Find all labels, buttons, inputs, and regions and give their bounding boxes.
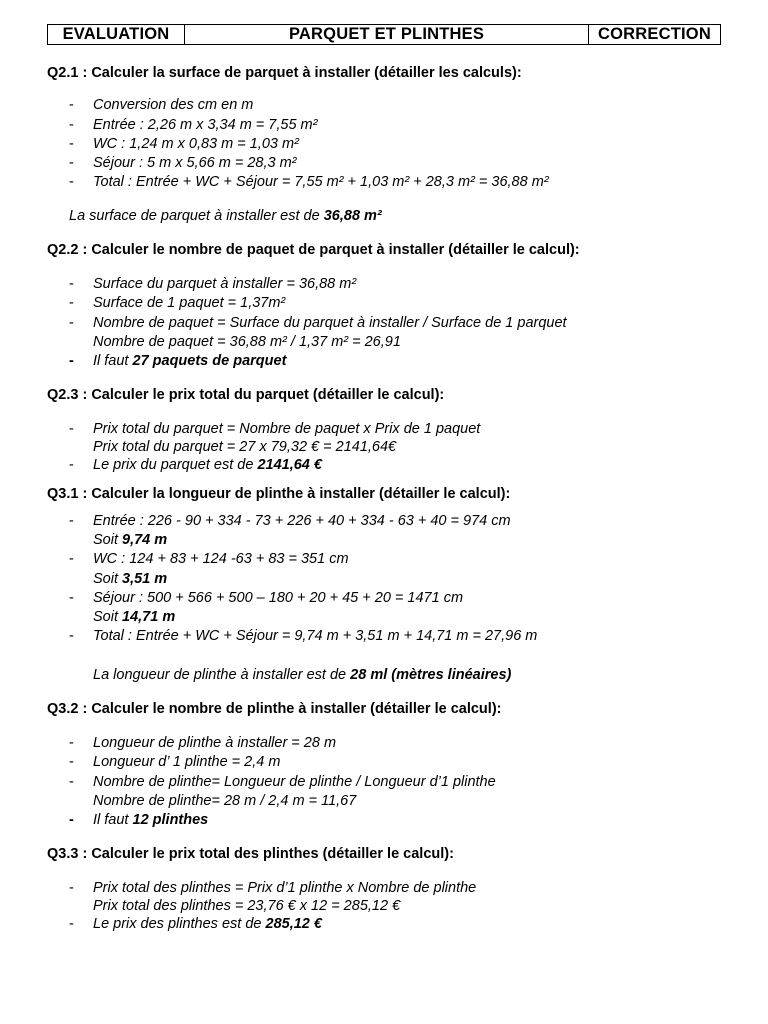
list-item-continuation: Prix total des plinthes = 23,76 € x 12 = 285,12 € [93, 898, 401, 914]
list-item-continuation: Nombre de paquet = 36,88 m² / 1,37 m² = 26,91 [93, 334, 401, 350]
header-evaluation: EVALUATION [48, 25, 185, 44]
soit-value: 3,51 m [122, 571, 168, 587]
list-item-text: Prix total des plinthes = Prix d’1 plinthe x Nombre de plinthe [93, 880, 477, 896]
list-item-text: Total : Entrée + WC + Séjour = 9,74 m + 3,51 m + 14,71 m = 27,96 m [93, 628, 538, 644]
list-item-text: Séjour : 5 m x 5,66 m = 28,3 m² [93, 155, 297, 171]
bullet-dash: - [69, 735, 74, 751]
list-item-text: Entrée : 226 - 90 + 334 - 73 + 226 + 40 + 334 - 63 + 40 = 974 cm [93, 513, 511, 529]
list-item-text: Surface de 1 paquet = 1,37m² [93, 295, 286, 311]
list-item-continuation [93, 532, 167, 548]
q33-heading: Q3.3 : Calculer le prix total des plinthes (détailler le calcul): [47, 846, 454, 862]
result-text: Il faut [93, 812, 133, 828]
result-text: Il faut [93, 353, 133, 369]
soit-text: Soit [93, 571, 123, 587]
bullet-dash: - [69, 353, 74, 369]
item-value: 285,12 € [265, 916, 322, 932]
soit-text: Soit [93, 609, 123, 625]
item-text: Le prix des plinthes est de [93, 916, 266, 932]
bullet-dash: - [69, 551, 74, 567]
list-item-text: Surface du parquet à installer = 36,88 m² [93, 276, 357, 292]
soit-value: 9,74 m [122, 532, 168, 548]
list-item-text: Longueur de plinthe à installer = 28 m [93, 735, 337, 751]
list-item-text: WC : 124 + 83 + 124 -63 + 83 = 351 cm [93, 551, 349, 567]
header-correction: CORRECTION [598, 25, 711, 43]
list-item-text: Séjour : 500 + 566 + 500 – 180 + 20 + 45 + 20 = 1471 cm [93, 590, 464, 606]
conclusion-value: 36,88 m² [323, 208, 382, 224]
bullet-dash: - [69, 457, 74, 473]
list-item-continuation: Prix total du parquet = 27 x 79,32 € = 2141,64€ [93, 439, 397, 455]
list-item-text: WC : 1,24 m x 0,83 m = 1,03 m² [93, 136, 299, 152]
bullet-dash: - [69, 136, 74, 152]
header-table [47, 24, 721, 45]
list-item-text: Prix total du parquet = Nombre de paquet x Prix de 1 paquet [93, 421, 481, 437]
header-title: PARQUET ET PLINTHES [185, 25, 589, 44]
bullet-dash: - [69, 812, 74, 828]
bullet-dash: - [69, 916, 74, 932]
item-value: 2141,64 € [257, 457, 322, 473]
list-item-text: Nombre de paquet = Surface du parquet à installer / Surface de 1 parquet [93, 315, 567, 331]
q31-conclusion [93, 667, 511, 683]
bullet-dash: - [69, 276, 74, 292]
conclusion-value: 28 ml (mètres linéaires) [350, 667, 512, 683]
bullet-dash: - [69, 513, 74, 529]
q31-heading: Q3.1 : Calculer la longueur de plinthe à installer (détailler le calcul): [47, 486, 511, 502]
list-item-text: Total : Entrée + WC + Séjour = 7,55 m² + 1,03 m² + 28,3 m² = 36,88 m² [93, 174, 549, 190]
list-item-continuation [93, 609, 175, 625]
list-item-text: Entrée : 2,26 m x 3,34 m = 7,55 m² [93, 117, 318, 133]
q32-heading: Q3.2 : Calculer le nombre de plinthe à installer (détailler le calcul): [47, 701, 502, 717]
q22-heading: Q2.2 : Calculer le nombre de paquet de parquet à installer (détailler le calcul): [47, 242, 580, 258]
result-value: 12 plinthes [132, 812, 209, 828]
bullet-dash: - [69, 421, 74, 437]
bullet-dash: - [69, 155, 74, 171]
list-item-text: Longueur d’ 1 plinthe = 2,4 m [93, 754, 281, 770]
bullet-dash: - [69, 774, 74, 790]
list-item-continuation [93, 571, 167, 587]
list-item-text [93, 353, 286, 369]
bullet-dash: - [69, 295, 74, 311]
bullet-dash: - [69, 754, 74, 770]
q23-heading: Q2.3 : Calculer le prix total du parquet (détailler le calcul): [47, 387, 445, 403]
bullet-dash: - [69, 97, 74, 113]
list-item-text [93, 916, 322, 932]
list-item-text: Nombre de plinthe= Longueur de plinthe / Longueur d’1 plinthe [93, 774, 496, 790]
list-item-continuation: Nombre de plinthe= 28 m / 2,4 m = 11,67 [93, 793, 357, 809]
list-item-text [93, 457, 322, 473]
bullet-dash: - [69, 174, 74, 190]
item-text: Le prix du parquet est de [93, 457, 258, 473]
soit-text: Soit [93, 532, 123, 548]
q21-conclusion [69, 208, 382, 224]
result-value: 27 paquets de parquet [132, 353, 287, 369]
q21-heading: Q2.1 : Calculer la surface de parquet à installer (détailler les calculs): [47, 65, 522, 81]
bullet-dash: - [69, 628, 74, 644]
bullet-dash: - [69, 590, 74, 606]
conclusion-text: La surface de parquet à installer est de [69, 208, 324, 224]
bullet-dash: - [69, 117, 74, 133]
conclusion-text: La longueur de plinthe à installer est de [93, 667, 351, 683]
bullet-dash: - [69, 315, 74, 331]
soit-value: 14,71 m [122, 609, 176, 625]
bullet-dash: - [69, 880, 74, 896]
list-item-text [93, 812, 208, 828]
list-item-text: Conversion des cm en m [93, 97, 254, 113]
